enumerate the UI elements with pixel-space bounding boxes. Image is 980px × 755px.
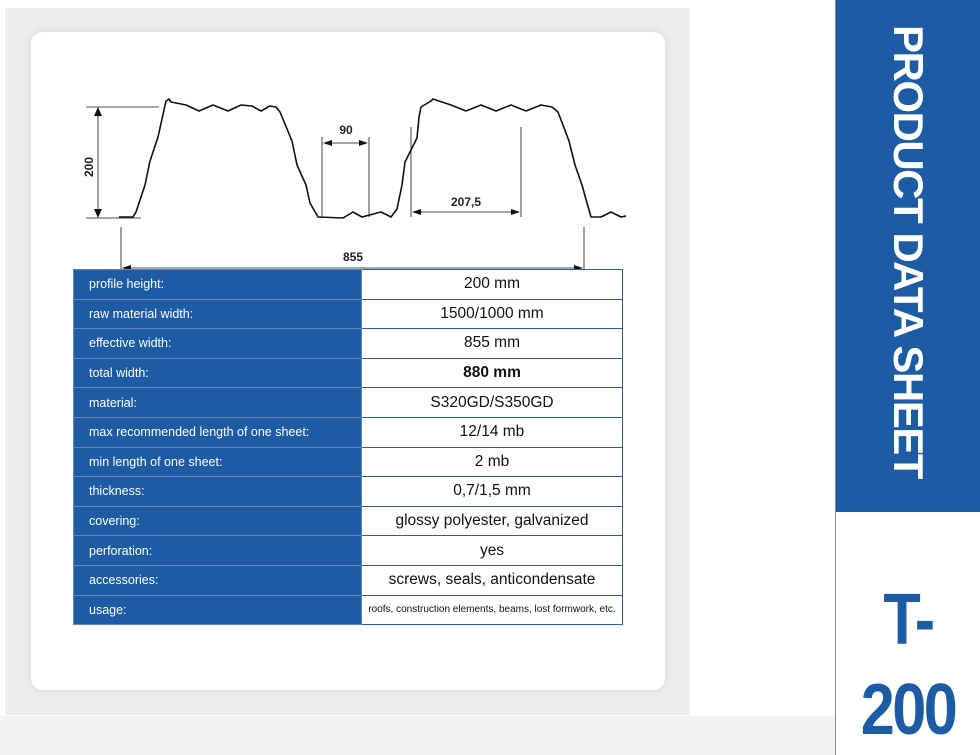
spec-label: accessories: xyxy=(74,565,362,595)
spec-label: thickness: xyxy=(74,477,362,507)
table-row xyxy=(74,477,623,507)
spec-label: min length of one sheet: xyxy=(74,447,362,477)
spec-value: 0,7/1,5 mm xyxy=(362,477,623,507)
table-row xyxy=(74,270,623,300)
spec-value: roofs, construction elements, beams, lost formwork, etc. xyxy=(362,595,623,625)
spec-value: yes xyxy=(362,536,623,566)
spec-label: max recommended length of one sheet: xyxy=(74,417,362,447)
spec-value: S320GD/S350GD xyxy=(362,388,623,418)
dim-flange-label: 207,5 xyxy=(450,195,482,209)
specifications-table xyxy=(73,269,623,625)
spec-label: total width: xyxy=(74,358,362,388)
dim-effective-width-label: 855 xyxy=(342,250,364,264)
table-row xyxy=(74,329,623,359)
spec-label: profile height: xyxy=(74,270,362,300)
spec-value: 12/14 mb xyxy=(362,417,623,447)
spec-value: 2 mb xyxy=(362,447,623,477)
spec-value: 1500/1000 mm xyxy=(362,299,623,329)
spec-label: effective width: xyxy=(74,329,362,359)
spec-label: raw material width: xyxy=(74,299,362,329)
datasheet-card xyxy=(31,32,665,690)
spec-label: covering: xyxy=(74,506,362,536)
spec-label: usage: xyxy=(74,595,362,625)
spec-value: 880 mm xyxy=(362,358,623,388)
spec-label: perforation: xyxy=(74,536,362,566)
spec-value: screws, seals, anticondensate xyxy=(362,565,623,595)
spec-label: material: xyxy=(74,388,362,418)
spec-value: glossy polyester, galvanized xyxy=(362,506,623,536)
spec-value: 855 mm xyxy=(362,329,623,359)
product-code: T-200 xyxy=(860,580,956,750)
table-row xyxy=(74,388,623,418)
table-row xyxy=(74,536,623,566)
table-row xyxy=(74,565,623,595)
table-row xyxy=(74,506,623,536)
table-row xyxy=(74,417,623,447)
dim-rib-gap-label: 90 xyxy=(339,123,353,137)
table-row xyxy=(74,299,623,329)
table-row xyxy=(74,595,623,625)
table-row xyxy=(74,358,623,388)
sidebar-title: PRODUCT DATA SHEET xyxy=(885,25,932,478)
profile-cross-section-drawing xyxy=(81,67,626,282)
bottom-strip xyxy=(0,716,835,755)
dim-height-label: 200 xyxy=(82,156,96,178)
table-row xyxy=(74,447,623,477)
spec-value: 200 mm xyxy=(362,270,623,300)
